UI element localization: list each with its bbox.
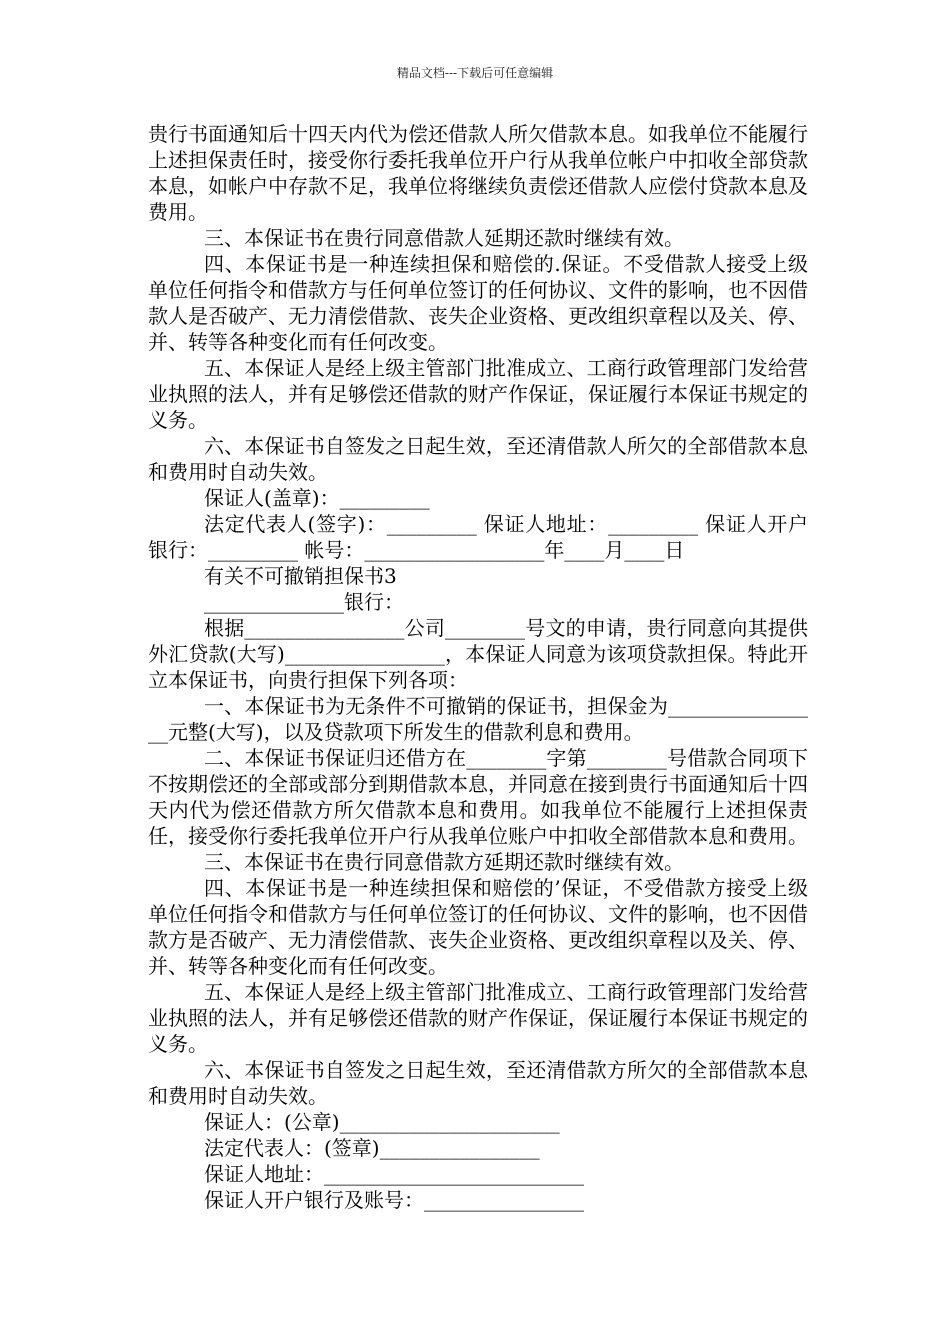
section-title: 有关不可撤销担保书3 — [204, 564, 397, 588]
paragraph-clause-5: 五、本保证人是经上级主管部门批准成立、工商行政管理部门发给营业执照的法人，并有足够偿还借款的财产作保证，保证履行本保证书规定的义务。 — [148, 356, 808, 432]
paragraph-clause-5b: 五、本保证人是经上级主管部门批准成立、工商行政管理部门发给营业执照的法人，并有足够偿还借款的财产作保证，保证履行本保证书规定的义务。 — [148, 980, 808, 1056]
paragraph-clause-4b: 四、本保证书是一种连续担保和赔偿的’保证，不受借款方接受上级单位任何指令和借款方与任何单位签订的任何协议、文件的影响，也不因借款方是否破产、无力清偿借款、丧失企业资格、更改组织章程以及关、停、并、转等各种变化而有任何改变。 — [148, 876, 808, 978]
guarantor-seal-field: 保证人：(公章)______________________ — [204, 1110, 560, 1134]
paragraph-application: 根据________________公司________号文的申请，贵行同意向其提供外汇贷款(大写)________________，本保证人同意为该项贷款担保。特此开立本保证书，向贵行担保下列各项： — [148, 616, 808, 692]
page-header — [0, 66, 950, 80]
paragraph-clause-2: 二、本保证书保证归还借方在________字第________号借款合同项下不按期偿还的全部或部分到期借款本息，并同意在接到贵行书面通知后十四天内代为偿还借款方所欠借款本息和费用。如我单位不能履行上述担保责任，接受你行委托我单位开户行从我单位账户中扣收全部借款本息和费用。 — [148, 746, 808, 848]
guarantor-bank-account-field: 保证人开户银行及账号：________________ — [204, 1188, 584, 1212]
guarantor-address-field: 保证人地址：__________________________ — [204, 1162, 584, 1186]
paragraph-clause-3: 三、本保证书在贵行同意借款人延期还款时继续有效。 — [204, 226, 684, 250]
paragraph-clause-6b: 六、本保证书自签发之日起生效，至还清借款方所欠的全部借款本息和费用时自动失效。 — [148, 1058, 808, 1108]
legal-representative-field: 法定代表人：(签章)________________ — [204, 1136, 540, 1160]
paragraph-clause-3b: 三、本保证书在贵行同意借款方延期还款时继续有效。 — [204, 850, 684, 874]
paragraph-clause-6: 六、本保证书自签发之日起生效，至还清借款人所欠的全部借款本息和费用时自动失效。 — [148, 434, 808, 484]
header-text: 精品文档---下载后可任意编辑 — [396, 66, 554, 80]
bank-salutation: ______________银行： — [204, 590, 404, 614]
guarantor-seal-line: 保证人(盖章)：_________ — [204, 486, 430, 510]
paragraph-clause-4: 四、本保证书是一种连续担保和赔偿的.保证。不受借款人接受上级单位任何指令和借款方与任何单位签订的任何协议、文件的影响，也不因借款人是否破产、无力清偿借款、丧失企业资格、更改组织章程以及关、停、并、转等各种变化而有任何改变。 — [148, 252, 808, 354]
paragraph-clause-1: 一、本保证书为无条件不可撤销的保证书，担保金为________________元整(大写)，以及贷款项下所发生的借款利息和费用。 — [148, 694, 808, 744]
signature-block: 法定代表人(签字)：_________ 保证人地址：_________ 保证人开户银行：_________ 帐号：__________________年____月____日 — [148, 512, 808, 562]
paragraph-repayment-obligation: 贵行书面通知后十四天内代为偿还借款人所欠借款本息。如我单位不能履行上述担保责任时，接受你行委托我单位开户行从我单位帐户中扣收全部贷款本息，如帐户中存款不足，我单位将继续负责偿还借款人应偿付贷款本息及费用。 — [148, 122, 808, 224]
document-body — [148, 121, 808, 1213]
